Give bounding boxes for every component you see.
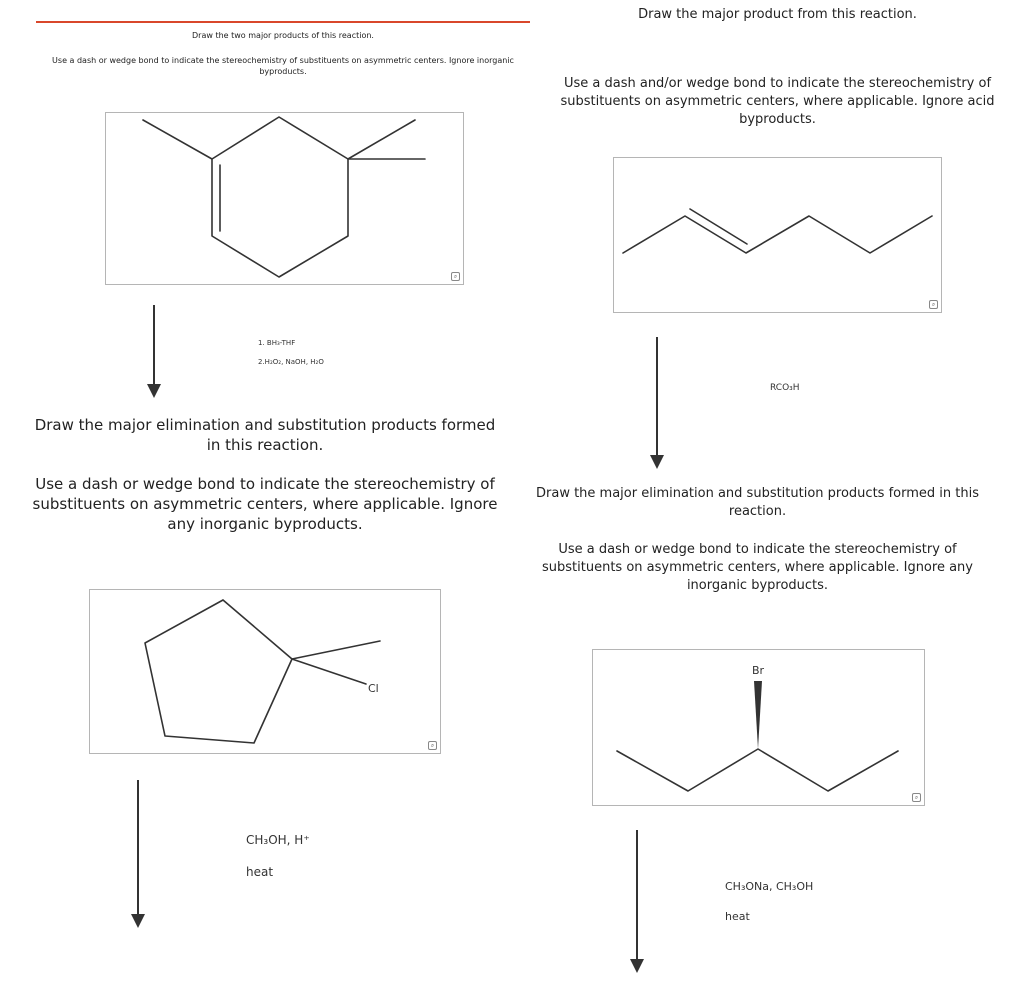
q2-molecule-box[interactable] bbox=[613, 157, 942, 313]
q3-title: Draw the major elimination and substitution products formed in this reaction. bbox=[34, 416, 496, 454]
q1-methyl-bond bbox=[143, 120, 212, 159]
q2-reagent-1: RCO₃H bbox=[770, 383, 800, 393]
q3-arrow-head bbox=[131, 914, 145, 928]
q3-zoom-icon[interactable]: ⌕ bbox=[428, 741, 437, 750]
q2-molecule-structure bbox=[614, 158, 941, 312]
q2-zoom-icon[interactable]: ⌕ bbox=[929, 300, 938, 309]
q2-title: Draw the major product from this reaction. bbox=[638, 7, 917, 22]
q3-methyl-bond bbox=[292, 641, 380, 659]
q1-gem-methyl-bond-1 bbox=[348, 120, 415, 159]
q3-molecule-box[interactable] bbox=[89, 589, 441, 754]
q3-cl-bond bbox=[292, 659, 366, 684]
q4-reagent-2: heat bbox=[725, 910, 750, 923]
q4-carbon-chain bbox=[617, 749, 898, 791]
q1-reagent-1: 1. BH₃-THF bbox=[258, 339, 296, 347]
q2-carbon-chain bbox=[623, 216, 932, 253]
q4-wedge-bond bbox=[754, 681, 762, 749]
q4-title: Draw the major elimination and substitution products formed in this reaction. bbox=[536, 486, 979, 519]
q1-ring bbox=[212, 117, 348, 277]
q1-molecule-structure bbox=[106, 113, 463, 284]
q1-zoom-icon[interactable]: ⌕ bbox=[451, 272, 460, 281]
q2-instructions: Use a dash and/or wedge bond to indicate the stereochemistry of substituents on asymmetric centers, where applicable. Ignore acid byproducts. bbox=[560, 76, 995, 127]
q2-double-bond bbox=[690, 209, 747, 244]
q1-reagent-2: 2.H₂O₂, NaOH, H₂O bbox=[258, 358, 324, 366]
q4-instructions: Use a dash or wedge bond to indicate the stereochemistry of substituents on asymmetric centers, where applicable. Ignore any inorganic byproducts. bbox=[542, 542, 973, 593]
q3-instructions: Use a dash or wedge bond to indicate the stereochemistry of substituents on asymmetric centers, where applicable. Ignore any inorganic byproducts. bbox=[32, 475, 498, 533]
q2-reaction-arrow bbox=[656, 337, 658, 457]
q3-reaction-arrow bbox=[137, 780, 139, 915]
q4-atom-label: Br bbox=[752, 664, 765, 677]
q2-arrow-head bbox=[650, 455, 664, 469]
q4-molecule-structure bbox=[593, 650, 924, 805]
q3-molecule-structure bbox=[90, 590, 440, 753]
q1-molecule-box[interactable] bbox=[105, 112, 464, 285]
q4-reagent-1: CH₃ONa, CH₃OH bbox=[725, 880, 814, 893]
q1-instructions: Use a dash or wedge bond to indicate the stereochemistry of substituents on asymmetric centers. Ignore inorganic byproducts. bbox=[52, 56, 514, 76]
q1-title: Draw the two major products of this reaction. bbox=[192, 31, 374, 40]
q1-reaction-arrow bbox=[153, 305, 155, 385]
header-accent-rule bbox=[36, 21, 530, 23]
q3-reagent-2: heat bbox=[246, 865, 274, 879]
q1-arrow-head bbox=[147, 384, 161, 398]
q4-zoom-icon[interactable]: ⌕ bbox=[912, 793, 921, 802]
q3-atom-label: Cl bbox=[368, 682, 379, 695]
q3-ring bbox=[145, 600, 292, 743]
q4-reaction-arrow bbox=[636, 830, 638, 962]
q3-reagent-1: CH₃OH, H⁺ bbox=[246, 833, 310, 847]
q4-molecule-box[interactable] bbox=[592, 649, 925, 806]
q4-arrow-head bbox=[630, 959, 644, 973]
